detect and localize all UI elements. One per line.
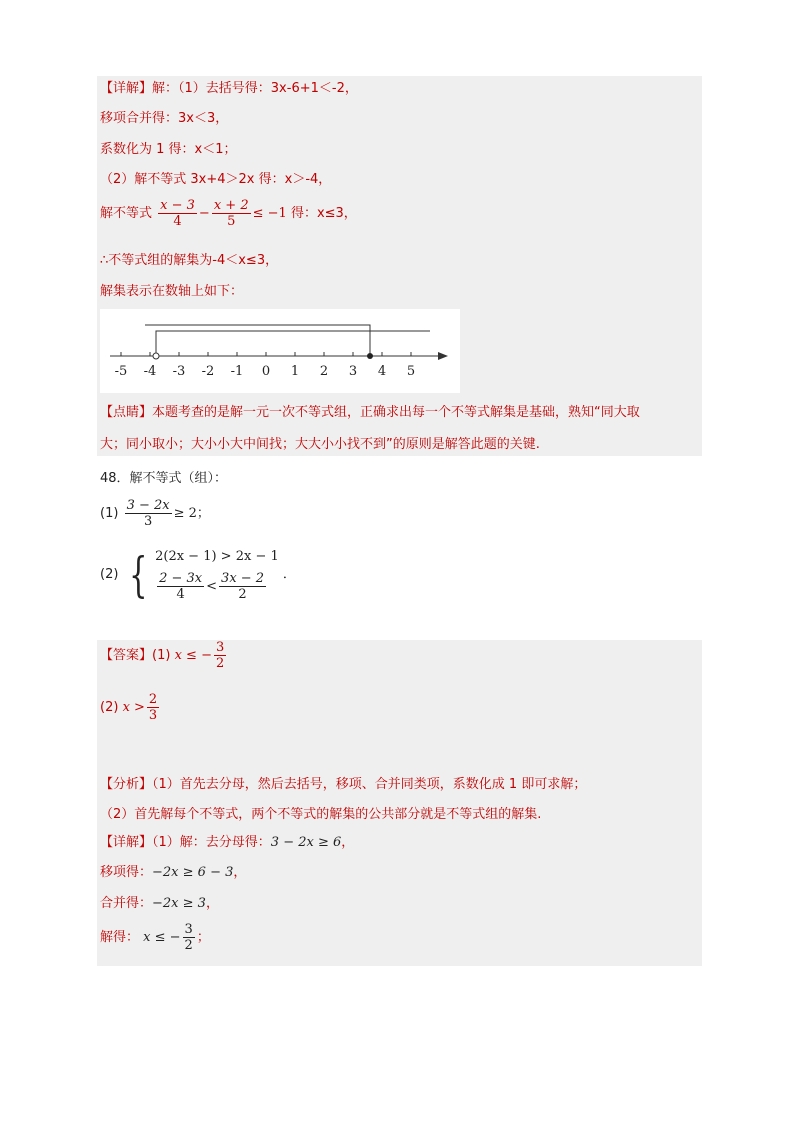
sol47-line-7: 解集表示在数轴上如下：: [100, 284, 244, 299]
tick-label: 4: [377, 364, 387, 379]
tick-label: 5: [406, 364, 416, 379]
brace-icon: {: [128, 546, 147, 603]
tip-line-1: 【点睛】本题考查的是解一元一次不等式组，正确求出每一个不等式解集是基础，熟知“同大取: [100, 405, 640, 420]
tick-label: 2: [319, 364, 329, 379]
analysis-tag: 【分析】: [100, 777, 153, 792]
answer-line-2: (2) x > $\frac{2}{3}$: [100, 692, 158, 723]
sol47-line-2: 移项合并得：3x＜3，: [100, 111, 229, 126]
detail-tag: 【详解】: [100, 835, 153, 850]
axis-arrow: [438, 352, 448, 360]
tick-label: 3: [348, 364, 358, 379]
sol47-line-1: 【详解】解：（1）去括号得：3x-6+1＜-2，: [100, 81, 358, 96]
analysis-line-1: 【分析】（1）首先去分母，然后去括号，移项、合并同类项，系数化成 1 即可求解；: [100, 777, 587, 792]
tick-label: 0: [261, 364, 271, 379]
detail-line-4: 解得： x ≤ − $\frac{3}{2}$ ；: [100, 922, 210, 953]
answer-tag: 【答案】: [100, 648, 153, 663]
inequality-system: { 2(2x − 1) > 2x − 1 $\frac{2 - 3x}{4}$ < $\frac{3x - 2}{2}$: [128, 546, 279, 603]
question-48-part1: (1) $\frac{3 - 2x}{3}$ ≥ 2；: [100, 498, 210, 529]
fraction: $\frac{x + 2}{5}$: [213, 198, 249, 229]
sol47-line-3: 系数化为 1 得：x＜1；: [100, 142, 237, 157]
detail-line-3: 合并得：−2x ≥ 3，: [100, 896, 219, 911]
sol47-line-5: 解不等式 $\frac{x - 3}{4}$ − $\frac{x + 2}{5}$ ≤ −1 得：x≤3，: [100, 198, 357, 229]
tick-label: -3: [172, 364, 186, 379]
number-line-figure: [100, 309, 460, 393]
tick-label: -2: [201, 364, 215, 379]
question-48-title: 48．解不等式（组）：: [100, 471, 228, 486]
fraction: $\frac{3 - 2x}{3}$: [126, 498, 170, 529]
analysis-line-2: （2）首先解每个不等式，两个不等式的解集的公共部分就是不等式组的解集.: [100, 807, 542, 822]
detail-tag: 【详解】: [100, 81, 153, 96]
open-point-minus4: [153, 353, 159, 359]
tick-label: -4: [143, 364, 157, 379]
tip-line-2: 大；同小取小；大小小大中间找；大大小小找不到”的原则是解答此题的关键.: [100, 437, 540, 452]
closed-point-3: [367, 353, 373, 359]
tip-tag: 【点睛】: [100, 405, 153, 420]
tick-label: 1: [290, 364, 300, 379]
detail-line-1: 【详解】（1）解：去分母得：3 − 2x ≥ 6，: [100, 835, 355, 850]
sol47-line-6: ∴不等式组的解集为-4＜x≤3，: [100, 253, 279, 268]
tick-label: -5: [114, 364, 128, 379]
sol47-line-4: （2）解不等式 3x+4＞2x 得：x＞-4，: [100, 172, 332, 187]
bracket-gt-minus4: [156, 331, 430, 356]
answer-line-1: 【答案】(1) x ≤ − $\frac{3}{2}$: [100, 640, 225, 671]
tick-label: -1: [230, 364, 244, 379]
question-48-part2: (2) { 2(2x − 1) > 2x − 1 $\frac{2 - 3x}{4}$ < $\frac{3x - 2}{2}$ ．: [100, 546, 296, 603]
answer-48-panel: [97, 640, 702, 966]
number-line: [100, 309, 460, 393]
detail-line-2: 移项得：−2x ≥ 6 − 3，: [100, 865, 247, 880]
fraction: $\frac{x - 3}{4}$: [160, 198, 195, 229]
bracket-le-3: [145, 325, 370, 356]
